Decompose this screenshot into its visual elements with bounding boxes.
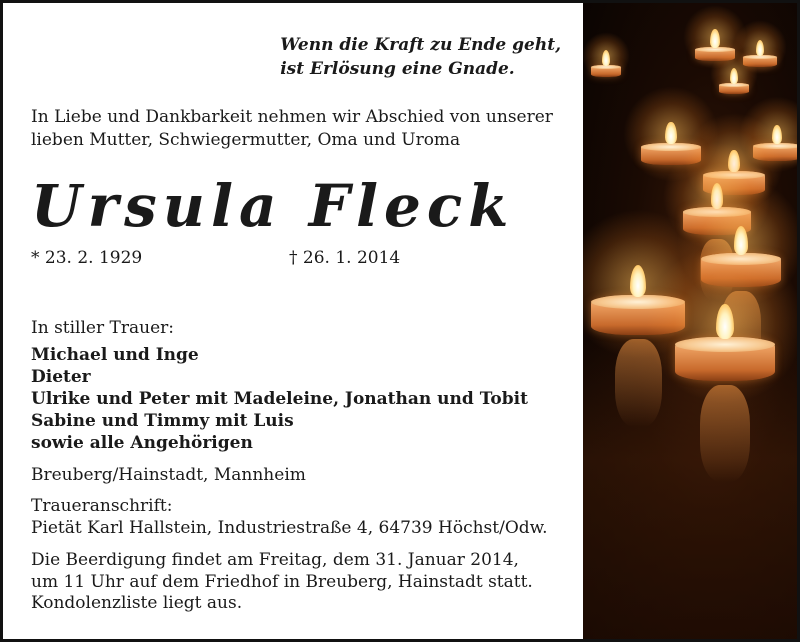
- candles-photo: [583, 3, 797, 639]
- deceased-name: Ursula Fleck: [31, 172, 515, 240]
- mourner-entry: sowie alle Angehörigen: [31, 433, 253, 453]
- birth-date: * 23. 2. 1929: [31, 248, 143, 268]
- funeral-line-2: um 11 Uhr auf dem Friedhof in Breuberg, Hainstadt statt.: [31, 571, 533, 592]
- funeral-line-3: Kondolenzliste liegt aus.: [31, 593, 243, 613]
- text-column: [3, 3, 583, 639]
- mourner-entry: Sabine und Timmy mit Luis: [31, 411, 294, 431]
- mourners-list: [31, 344, 528, 454]
- mourner-entry: Dieter: [31, 367, 91, 387]
- candle-icon: [591, 50, 621, 77]
- mourner-entry: Ulrike und Peter mit Madeleine, Jonathan und Tobit: [31, 389, 528, 409]
- motto: [280, 33, 561, 81]
- mourners-place: Breuberg/Hainstadt, Mannheim: [31, 465, 306, 485]
- intro-line-1: In Liebe und Dankbarkeit nehmen wir Abschied von unserer: [31, 107, 553, 127]
- candle-reflection: [700, 385, 750, 482]
- intro-line-2: lieben Mutter, Schwiegermutter, Oma und Uroma: [31, 130, 461, 150]
- funeral-line-1: Die Beerdigung findet am Freitag, dem 31. Januar 2014,: [31, 550, 519, 570]
- mourning-address: [31, 495, 548, 539]
- death-date: † 26. 1. 2014: [289, 248, 401, 268]
- intro-text: [31, 106, 553, 152]
- mourner-entry: Michael und Inge: [31, 345, 199, 365]
- motto-line-1: Wenn die Kraft zu Ende geht,: [280, 35, 561, 55]
- candle-icon: [675, 304, 775, 381]
- candle-icon: [719, 68, 749, 94]
- address-label: Traueranschrift:: [31, 496, 173, 516]
- mourning-heading: In stiller Trauer:: [31, 318, 174, 338]
- address-value: Pietät Karl Hallstein, Industriestraße 4, 64739 Höchst/Odw.: [31, 518, 548, 538]
- motto-line-2: ist Erlösung eine Gnade.: [280, 59, 515, 79]
- funeral-info: [31, 550, 533, 615]
